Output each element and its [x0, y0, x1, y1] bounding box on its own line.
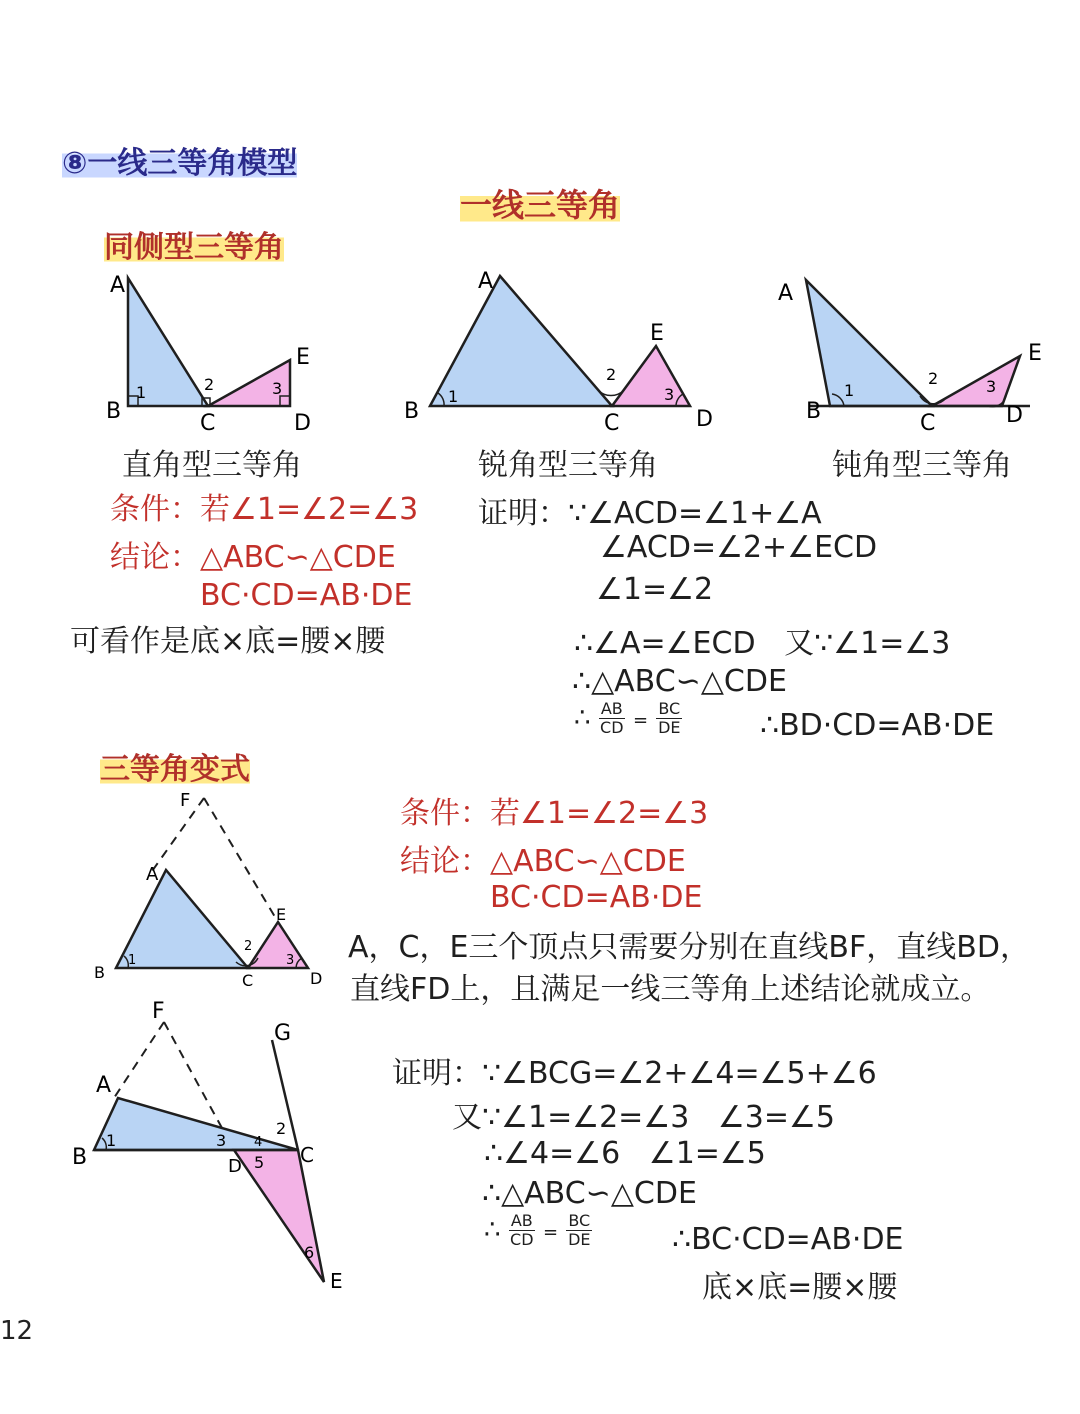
label-e: E — [650, 321, 664, 346]
obtuse-caption: 钝角型三等角 — [832, 448, 1012, 483]
fraction-ab-cd — [509, 1212, 535, 1249]
angle-2-label: 2 — [928, 369, 939, 388]
proof1-line5: ∴△ABC∽△CDE — [572, 664, 787, 699]
variant2-figure — [66, 994, 356, 1298]
frac-den: DE — [568, 1230, 591, 1249]
page-number: 12 — [0, 1316, 34, 1346]
angle-1-label: 1 — [136, 383, 147, 402]
note-text: 可看作是底×底=腰×腰 — [70, 624, 386, 659]
label-e: E — [276, 905, 287, 924]
angle-3-label: 3 — [272, 379, 283, 398]
proof2-line3: ∴∠4=∠6 ∠1=∠5 — [484, 1136, 766, 1171]
label-c: C — [920, 411, 936, 436]
proof2-line5: ∴BC·CD=AB·DE — [672, 1222, 904, 1257]
frac-num: AB — [600, 699, 623, 718]
label-d: D — [228, 1156, 242, 1177]
label-d: D — [696, 407, 713, 432]
proof1-ratio — [574, 700, 682, 737]
angle-4-label: 4 — [254, 1135, 263, 1150]
variant-conclusion-equation: BC·CD=AB·DE — [490, 880, 703, 915]
variant-conclusion: 结论：△ABC∽△CDE — [400, 844, 686, 879]
variant-statement-2: 直线FD上，且满足一线三等角上述结论就成立。 — [350, 972, 991, 1007]
conclusion-text: 结论：△ABC∽△CDE — [110, 540, 396, 575]
angle-1-label: 1 — [128, 953, 137, 968]
label-d: D — [310, 969, 323, 988]
frac-den: CD — [600, 718, 624, 737]
proof2-line6: 底×底=腰×腰 — [702, 1270, 898, 1305]
variant-statement-1: A，C，E三个顶点只需要分别在直线BF，直线BD， — [348, 930, 1030, 965]
variant-condition: 条件：若∠1=∠2=∠3 — [400, 796, 709, 831]
triangle-cde — [234, 1150, 324, 1282]
therefore-symbol: ∴ — [484, 1215, 501, 1245]
fraction-bc-de — [656, 700, 682, 737]
acute-caption: 锐角型三等角 — [478, 448, 658, 483]
label-f: F — [180, 790, 191, 811]
same-side-title: 同侧型三等角 — [104, 222, 284, 266]
dashed-line-fa — [150, 798, 204, 874]
label-d: D — [1006, 403, 1023, 428]
angle-6-label: 6 — [304, 1243, 315, 1262]
section-title: ⑧一线三等角模型 — [62, 138, 297, 182]
angle-1-label: 1 — [844, 381, 855, 400]
label-a: A — [96, 1073, 112, 1098]
dashed-line-fe — [204, 798, 278, 922]
label-b: B — [806, 399, 822, 424]
obtuse-figure — [770, 270, 1060, 436]
label-a: A — [778, 281, 794, 306]
proof1-line1: 证明：∵∠ACD=∠1+∠A — [478, 496, 822, 531]
right-angle-figure — [100, 268, 330, 438]
angle-2-label: 2 — [606, 365, 617, 384]
label-c: C — [242, 971, 254, 990]
angle-5-label: 5 — [254, 1153, 265, 1172]
frac-den: DE — [658, 718, 681, 737]
label-a: A — [146, 864, 159, 885]
fraction-bc-de — [566, 1212, 592, 1249]
label-e: E — [296, 345, 310, 370]
label-b: B — [94, 963, 105, 982]
variant-title: 三等角变式 — [100, 744, 250, 788]
triangle-abc — [806, 280, 932, 406]
angle-2-label: 2 — [244, 939, 253, 954]
label-e: E — [1028, 341, 1042, 366]
label-b: B — [72, 1145, 88, 1170]
angle-1-label: 1 — [106, 1131, 117, 1150]
angle-3-label: 3 — [664, 385, 675, 404]
variant1-figure — [88, 786, 328, 990]
angle-1-label: 1 — [448, 387, 459, 406]
angle-3-label: 3 — [986, 377, 997, 396]
label-g: G — [274, 1021, 292, 1046]
acute-figure — [400, 262, 720, 438]
therefore-symbol: ∴ — [574, 703, 591, 733]
equals-sign: = — [543, 1222, 559, 1243]
right-angle-caption: 直角型三等角 — [122, 448, 302, 483]
frac-num: BC — [658, 699, 681, 718]
label-d: D — [294, 411, 311, 436]
proof1-line3: ∠1=∠2 — [596, 572, 714, 607]
dashed-line-fa — [114, 1022, 164, 1098]
label-f: F — [152, 999, 165, 1024]
label-e: E — [330, 1269, 343, 1293]
label-c: C — [300, 1143, 314, 1167]
proof1-line6: ∴BD·CD=AB·DE — [760, 708, 995, 743]
angle-2-label: 2 — [204, 375, 215, 394]
center-title: 一线三等角 — [460, 180, 620, 226]
proof2-ratio — [484, 1212, 592, 1249]
angle-3-label: 3 — [286, 953, 295, 968]
proof1-line2: ∠ACD=∠2+∠ECD — [600, 530, 878, 565]
label-b: B — [404, 399, 420, 424]
angle-2-label: 2 — [276, 1119, 287, 1138]
proof2-line1: 证明：∵∠BCG=∠2+∠4=∠5+∠6 — [392, 1056, 877, 1091]
triangle-abc — [94, 1098, 298, 1150]
label-a: A — [478, 269, 494, 294]
fraction-ab-cd — [599, 700, 625, 737]
condition-text: 条件：若∠1=∠2=∠3 — [110, 492, 419, 527]
angle-3-label: 3 — [216, 1131, 227, 1150]
proof2-line4: ∴△ABC∽△CDE — [482, 1176, 697, 1211]
label-c: C — [604, 411, 620, 436]
proof1-line4: ∴∠A=∠ECD 又∵∠1=∠3 — [574, 626, 951, 661]
label-b: B — [106, 399, 122, 424]
proof2-line2: 又∵∠1=∠2=∠3 ∠3=∠5 — [452, 1100, 836, 1135]
frac-den: CD — [510, 1230, 534, 1249]
frac-num: BC — [568, 1211, 591, 1230]
conclusion-equation: BC·CD=AB·DE — [200, 578, 413, 613]
equals-sign: = — [633, 710, 649, 731]
label-a: A — [110, 273, 126, 298]
label-c: C — [200, 411, 216, 436]
frac-num: AB — [510, 1211, 533, 1230]
